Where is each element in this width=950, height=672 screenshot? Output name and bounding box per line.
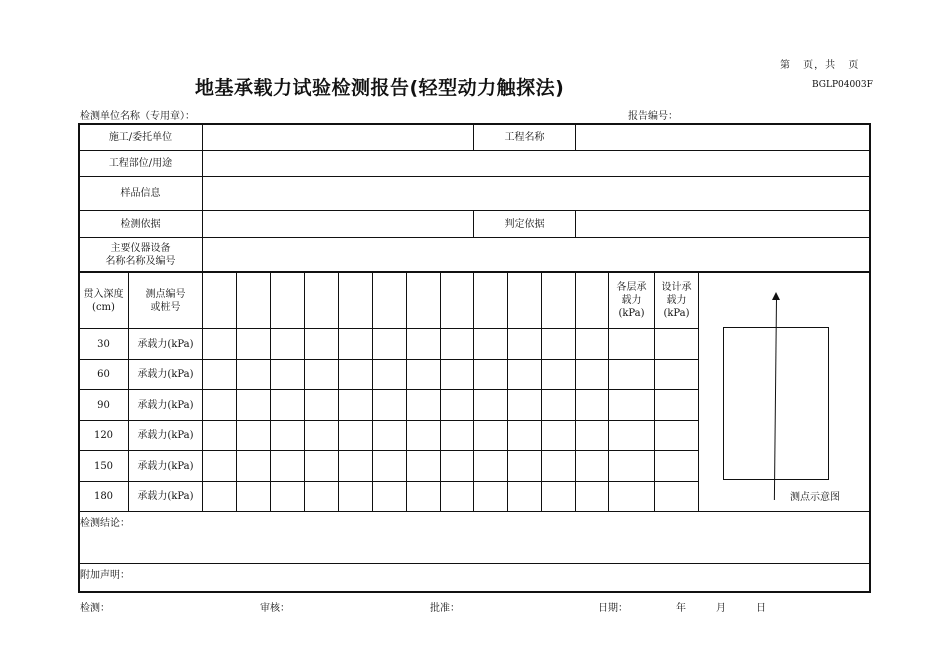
depth-cell: 180 [93,491,114,502]
layer-capacity-header [609,273,654,328]
grid-line [78,563,871,564]
grid-line [372,272,373,511]
grid-line [304,272,305,511]
unit-name-label: 检测单位名称（专用章）： [80,111,195,122]
point-header [129,273,202,328]
sample-info-label: 样品信息 [120,188,161,199]
layer-capacity-line2: 载力 [621,295,642,306]
judgement-label: 判定依据 [504,218,545,230]
grid-line [541,272,542,511]
design-capacity-line2: 载力 [666,295,687,306]
equipment-label [79,238,202,271]
capacity-label-cell: 承载力(kPa) [137,460,194,472]
depth-cell: 60 [97,369,110,380]
project-name-label: 工程名称 [504,131,545,143]
note-label: 附加声明： [80,570,130,581]
basis-value[interactable] [203,211,473,237]
layer-capacity-line3: (kPa) [618,308,645,319]
capacity-label-cell: 承载力(kPa) [137,430,194,441]
arrow-up-icon [772,292,780,300]
depth-header [79,273,128,328]
depth-cell: 120 [93,430,114,441]
month-label: 月 [716,603,726,614]
grid-line [698,272,699,511]
design-capacity-header [655,273,698,328]
capacity-label-cell: 承载力(kPa) [137,399,194,411]
conclusion-label: 检测结论： [80,518,130,529]
grid-line [270,272,271,511]
capacity-label-cell: 承载力(kPa) [137,369,194,380]
grid-line [78,511,871,512]
client-value[interactable] [203,124,473,150]
grid-line [440,272,441,511]
grid-line [236,272,237,511]
grid-line [202,272,203,511]
equipment-label-line2: 名称名称及编号 [105,255,176,267]
layer-capacity-line1: 各层承 [616,282,647,293]
date-label: 日期： [598,603,628,614]
point-header-line2: 或桩号 [150,301,181,313]
diagram-caption: 测点示意图 [790,492,840,503]
form-code: BGLP04003F [812,80,873,90]
depth-cell: 150 [93,460,114,472]
grid-line [406,272,407,511]
equipment-value[interactable] [203,238,870,271]
approver-label: 批准： [430,603,460,614]
project-name-value[interactable] [576,124,870,150]
judgement-value[interactable] [576,211,870,237]
design-capacity-line1: 设计承 [661,282,692,293]
report-title: 地基承载力试验检测报告(轻型动力触探法) [195,77,565,99]
design-capacity-line3: (kPa) [663,308,690,319]
page-info: 第 页，共 页 [780,60,860,71]
grid-line [507,272,508,511]
capacity-label-cell: 承载力(kPa) [137,491,194,502]
grid-line [575,272,576,511]
equipment-label-line1: 主要仪器设备 [110,242,171,254]
year-label: 年 [676,603,686,614]
depth-cell: 90 [97,399,110,411]
grid-line [473,272,474,511]
sample-info-value[interactable] [203,177,870,210]
capacity-label-cell: 承载力(kPa) [137,338,194,350]
report-number-label: 报告编号： [628,111,678,122]
grid-line [338,272,339,511]
tester-label: 检测： [80,603,110,614]
client-label: 施工/委托单位 [108,131,173,143]
part-use-label: 工程部位/用途 [108,158,173,169]
part-use-value[interactable] [203,151,870,176]
reviewer-label: 审核： [260,603,290,614]
depth-header-line2: (cm) [92,301,115,313]
depth-cell: 30 [97,338,110,350]
point-header-line1: 测点编号 [145,288,186,300]
basis-label: 检测依据 [120,218,161,230]
depth-header-line1: 贯入深度 [83,288,124,300]
day-label: 日 [756,603,766,614]
